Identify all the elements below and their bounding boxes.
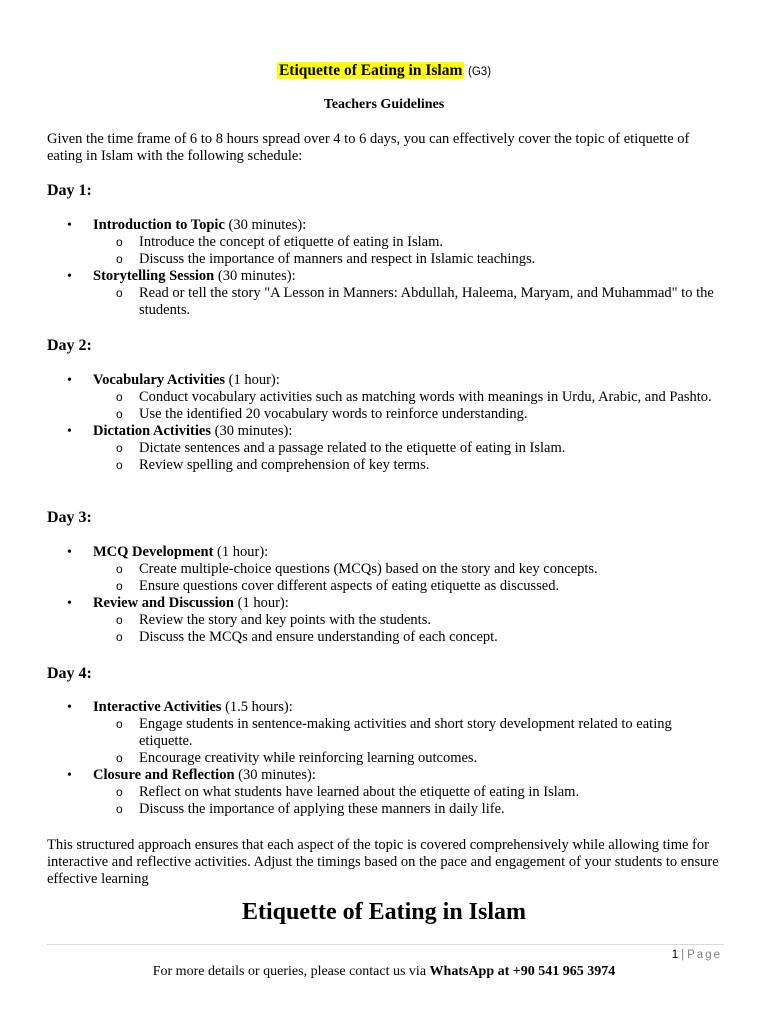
sub-item-text: Review the story and key points with the students. bbox=[139, 612, 431, 628]
list-item bbox=[47, 699, 727, 716]
page-number-value: 1 bbox=[671, 949, 679, 961]
sub-item-text: Conduct vocabulary activities such as matching words with meanings in Urdu, Arabic, and Pashto. bbox=[139, 389, 712, 405]
sub-item bbox=[47, 578, 727, 595]
item-title: Closure and Reflection bbox=[93, 767, 235, 783]
day-3-list bbox=[47, 544, 727, 646]
circle-o-icon: o bbox=[116, 785, 123, 799]
list-item bbox=[47, 595, 727, 612]
day-heading: Day 4: bbox=[47, 665, 92, 682]
footer-text: For more details or queries, please contact us via bbox=[152, 964, 430, 979]
grade-label: (G3) bbox=[468, 66, 492, 78]
sub-item bbox=[47, 457, 727, 474]
circle-o-icon: o bbox=[116, 630, 123, 644]
sub-item-text: Encourage creativity while reinforcing learning outcomes. bbox=[139, 750, 478, 766]
item-title: Interactive Activities bbox=[93, 699, 222, 715]
item-title: Introduction to Topic bbox=[93, 217, 225, 233]
item-title: Dictation Activities bbox=[93, 423, 211, 439]
item-title: Review and Discussion bbox=[93, 595, 234, 611]
sub-item bbox=[47, 801, 727, 818]
item-time: (30 minutes): bbox=[224, 217, 307, 233]
document-title-line bbox=[0, 62, 768, 81]
list-item bbox=[47, 423, 727, 440]
list-item bbox=[47, 767, 727, 784]
sub-item bbox=[47, 440, 727, 457]
sub-item-text: Reflect on what students have learned about the etiquette of eating in Islam. bbox=[139, 784, 580, 800]
sub-item bbox=[47, 612, 727, 629]
sub-item-text: Create multiple-choice questions (MCQs) based on the story and key concepts. bbox=[139, 561, 598, 577]
bullet-dot-icon: • bbox=[67, 424, 72, 439]
document-subtitle: Teachers Guidelines bbox=[323, 97, 445, 112]
circle-o-icon: o bbox=[116, 252, 123, 266]
sub-item bbox=[47, 234, 727, 251]
bullet-dot-icon: • bbox=[67, 596, 72, 611]
circle-o-icon: o bbox=[116, 579, 123, 593]
day-1-list bbox=[47, 217, 727, 319]
circle-o-icon: o bbox=[116, 286, 123, 300]
circle-o-icon: o bbox=[116, 717, 123, 731]
sub-item-text: Engage students in sentence-making activities and short story development related to eating etiquette. bbox=[139, 716, 672, 749]
footer-contact bbox=[0, 963, 768, 980]
footer-divider bbox=[47, 944, 724, 945]
item-time: (1.5 hours): bbox=[221, 699, 293, 715]
day-heading: Day 1: bbox=[47, 182, 92, 199]
outro-paragraph: This structured approach ensures that each aspect of the topic is covered comprehensively while allowing time for interactive and reflective activities. Adjust the timings based on the pace and engagement of your students to ensure effective learning bbox=[47, 837, 719, 887]
day-2-list bbox=[47, 372, 727, 474]
sub-item-text: Discuss the importance of manners and respect in Islamic teachings. bbox=[139, 251, 536, 267]
day-4-list bbox=[47, 699, 727, 818]
bullet-dot-icon: • bbox=[67, 218, 72, 233]
sub-item-text: Ensure questions cover different aspects of eating etiquette as discussed. bbox=[139, 578, 560, 594]
item-title: MCQ Development bbox=[93, 544, 214, 560]
circle-o-icon: o bbox=[116, 235, 123, 249]
sub-item bbox=[47, 285, 727, 319]
circle-o-icon: o bbox=[116, 613, 123, 627]
sub-item-text: Use the identified 20 vocabulary words to reinforce understanding. bbox=[139, 406, 528, 422]
sub-item bbox=[47, 750, 727, 767]
list-item bbox=[47, 268, 727, 285]
sub-item bbox=[47, 251, 727, 268]
sub-item bbox=[47, 406, 727, 423]
big-title: Etiquette of Eating in Islam bbox=[241, 899, 526, 925]
sub-item bbox=[47, 716, 727, 750]
document-title: Etiquette of Eating in Islam bbox=[278, 62, 463, 79]
day-heading: Day 3: bbox=[47, 509, 92, 526]
list-item bbox=[47, 544, 727, 561]
list-item bbox=[47, 372, 727, 389]
item-title: Vocabulary Activities bbox=[93, 372, 225, 388]
item-time: (1 hour): bbox=[234, 595, 289, 611]
circle-o-icon: o bbox=[116, 802, 123, 816]
day-heading: Day 2: bbox=[47, 337, 92, 354]
footer-whatsapp: WhatsApp at +90 541 965 3974 bbox=[429, 964, 616, 979]
item-time: (30 minutes): bbox=[234, 767, 316, 783]
sub-item-text: Discuss the importance of applying these manners in daily life. bbox=[139, 801, 505, 817]
bullet-dot-icon: • bbox=[67, 545, 72, 560]
sub-item-text: Dictate sentences and a passage related to the etiquette of eating in Islam. bbox=[139, 440, 566, 456]
page-label: Page bbox=[687, 949, 722, 961]
sub-item bbox=[47, 389, 727, 406]
item-time: (30 minutes): bbox=[214, 268, 296, 284]
sub-item-text: Review spelling and comprehension of key terms. bbox=[139, 457, 430, 473]
item-time: (30 minutes): bbox=[211, 423, 293, 439]
circle-o-icon: o bbox=[116, 441, 123, 455]
sub-item-text: Introduce the concept of etiquette of eating in Islam. bbox=[139, 234, 443, 250]
circle-o-icon: o bbox=[116, 751, 123, 765]
sub-item-text: Read or tell the story "A Lesson in Manners: Abdullah, Haleema, Maryam, and Muhammad" to the students. bbox=[139, 285, 714, 318]
circle-o-icon: o bbox=[116, 407, 123, 421]
sub-item bbox=[47, 784, 727, 801]
circle-o-icon: o bbox=[116, 562, 123, 576]
item-time: (1 hour): bbox=[224, 372, 280, 388]
item-title: Storytelling Session bbox=[93, 268, 215, 284]
bullet-dot-icon: • bbox=[67, 373, 72, 388]
page-separator: | bbox=[681, 949, 685, 961]
circle-o-icon: o bbox=[116, 390, 123, 404]
sub-item-text: Discuss the MCQs and ensure understanding of each concept. bbox=[139, 629, 498, 645]
sub-item bbox=[47, 629, 727, 646]
circle-o-icon: o bbox=[116, 458, 123, 472]
intro-paragraph: Given the time frame of 6 to 8 hours spread over 4 to 6 days, you can effectively cover the topic of etiquette of eating in Islam with the following schedule: bbox=[47, 131, 690, 164]
sub-item bbox=[47, 561, 727, 578]
bullet-dot-icon: • bbox=[67, 768, 72, 783]
item-time: (1 hour): bbox=[213, 544, 269, 560]
bullet-dot-icon: • bbox=[67, 700, 72, 715]
bullet-dot-icon: • bbox=[67, 269, 72, 284]
page-number bbox=[672, 947, 722, 964]
list-item bbox=[47, 217, 727, 234]
